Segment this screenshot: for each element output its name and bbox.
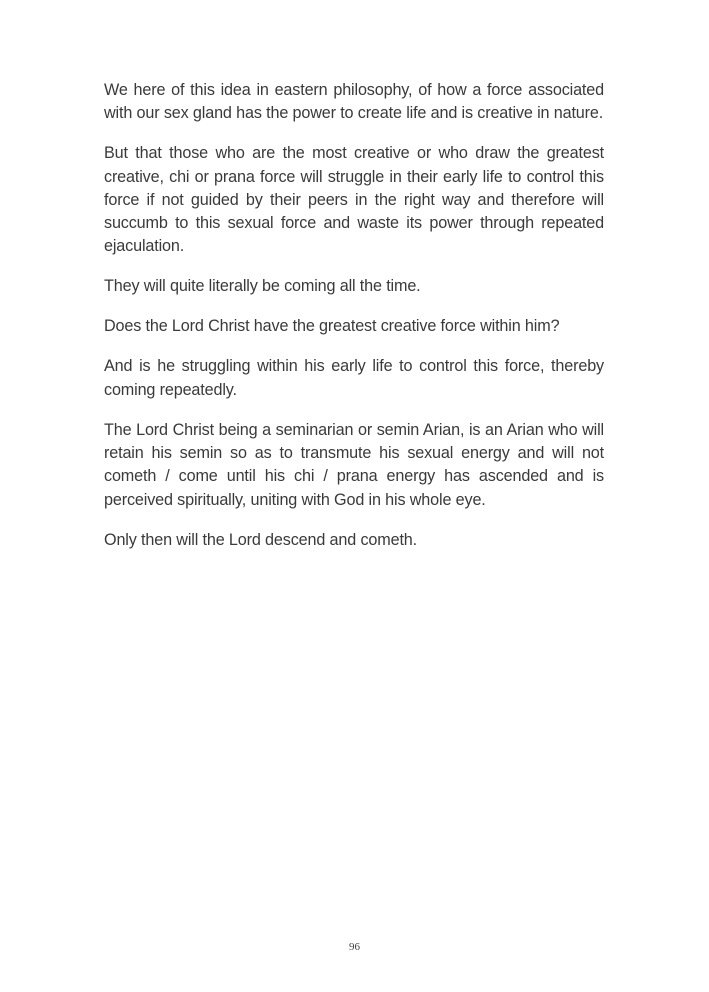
paragraph-7: Only then will the Lord descend and cometh. xyxy=(104,530,417,549)
paragraph-3: They will quite literally be coming all the time. xyxy=(104,277,421,296)
body-text xyxy=(104,79,604,569)
paragraph-5: And is he struggling within his early life to control this force, thereby coming repeatedly. xyxy=(104,357,604,399)
paragraph-2: But that those who are the most creative or who draw the greatest creative, chi or prana force will struggle in their early life to control this force if not guided by their peers in the right way and therefore will succumb to this sexual force and waste its power through repeated ejaculation. xyxy=(104,144,604,256)
paragraph-4: Does the Lord Christ have the greatest creative force within him? xyxy=(104,317,560,336)
page-number: 96 xyxy=(349,941,360,953)
paragraph-1: We here of this idea in eastern philosophy, of how a force associated with our sex gland has the power to create life and is creative in nature. xyxy=(104,81,604,123)
paragraph-6: The Lord Christ being a seminarian or semin Arian, is an Arian who will retain his semin so as to transmute his sexual energy and will not cometh / come until his chi / prana energy has ascended and is perceived spiritually, uniting with God in his whole eye. xyxy=(104,420,604,509)
